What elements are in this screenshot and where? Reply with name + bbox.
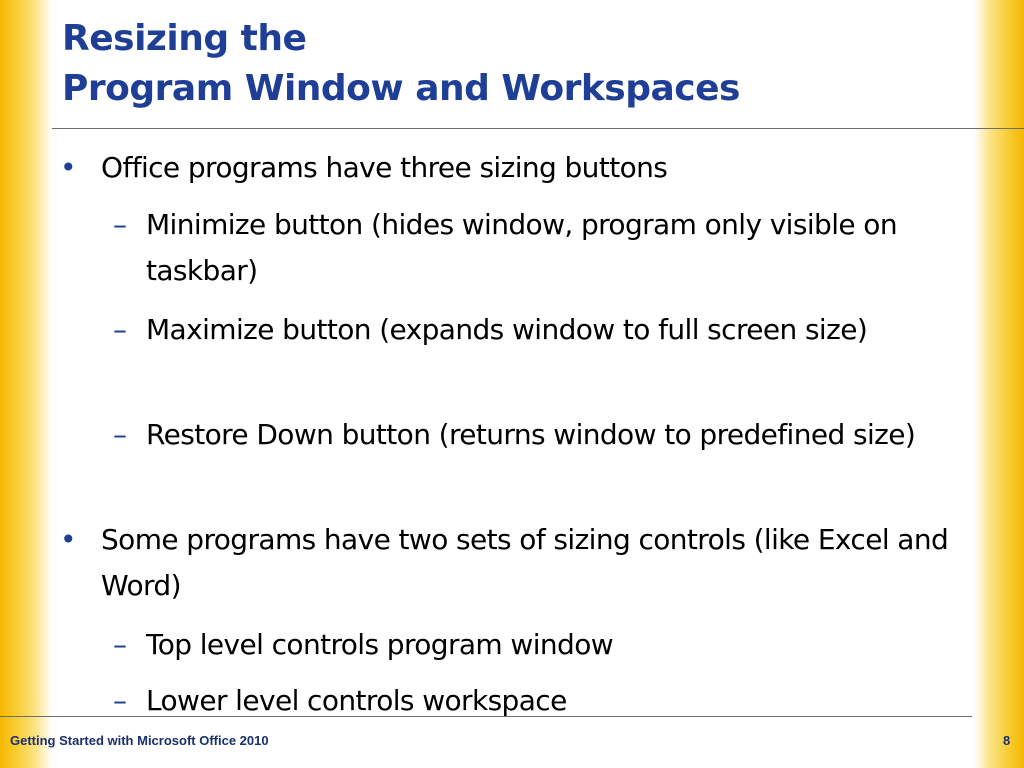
list-item: Top level controls program window xyxy=(146,628,614,661)
bullet-icon: • xyxy=(60,523,77,556)
footer-divider xyxy=(0,716,972,717)
footer-text: Getting Started with Microsoft Office 2010 xyxy=(10,733,269,748)
list-item: Lower level controls workspace xyxy=(146,684,567,717)
dash-icon: – xyxy=(113,208,127,241)
list-item: Restore Down button (returns window to predefined size) xyxy=(146,418,916,451)
dash-icon: – xyxy=(113,628,127,661)
title-line-1: Resizing the xyxy=(62,18,307,59)
list-item: Office programs have three sizing buttons xyxy=(101,151,668,184)
bullet-icon: • xyxy=(60,151,77,184)
dash-icon: – xyxy=(113,313,127,346)
list-item: Maximize button (expands window to full screen size) xyxy=(146,313,868,346)
title-line-2: Program Window and Workspaces xyxy=(62,68,740,109)
page-number: 8 xyxy=(1003,733,1011,748)
dash-icon: – xyxy=(113,418,127,451)
list-item: Some programs have two sets of sizing controls (like Excel and Word) xyxy=(101,523,949,602)
list-item: Minimize button (hides window, program only visible on taskbar) xyxy=(146,208,897,287)
dash-icon: – xyxy=(113,684,127,717)
